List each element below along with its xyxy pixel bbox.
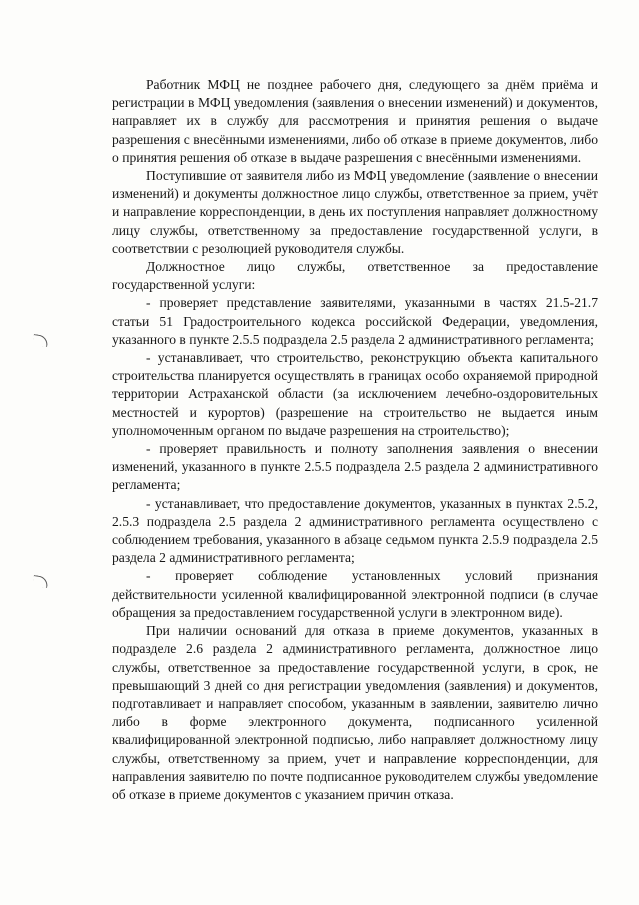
paragraph-refusal-grounds: При наличии оснований для отказа в приеме документов, указанных в подразделе 2.6 раздела 2 административного регламента, должностное лицо службы, ответственное за предоставление государственной услуги, в срок, не превышающий 3 дней со дня регистрации уведомления (заявления) и документов, подготавливает и направляет способом, указанным в заявлении, заявителю лично либо в форме электронного документа, подписанного усиленной квалифицированной электронной подписью, либо направляет должностному лицу службы, ответственному за прием, учет и направление корреспонденции, для направления заявителю по почте подписанное руководителем службы уведомление об отказе в приеме документов с указанием причин отказа.: [112, 623, 598, 802]
list-item-signature-validity: - проверяет соблюдение установленных условий признания действительности усиленной квалифицированной электронной подписи (в случае обращения за предоставлением государственной услуги в электронном виде).: [112, 568, 598, 620]
list-item-checks-notice: - проверяет представление заявителями, указанными в частях 21.5-21.7 статьи 51 Градостроительного кодекса российской Федерации, уведомления, указанного в пункте 2.5.5 подраздела 2.5 раздела 2 административного регламента;: [112, 295, 598, 347]
binding-hole-mark: [32, 575, 48, 588]
paragraph-mfc-employee: Работник МФЦ не позднее рабочего дня, следующего за днём приёма и регистрации в МФЦ уведомления (заявления о внесении изменений) и документов, направляет их в службу для рассмотрения и принятия решения о выдаче разрешения с внесёнными изменениями, либо об отказе в приеме документов, либо о принятия решения об отказе в выдаче разрешения с внесёнными изменениями.: [112, 77, 598, 165]
list-item-checks-completeness: - проверяет правильность и полноту заполнения заявления о внесении изменений, указанного в пункте 2.5.5 подраздела 2.5 раздела 2 административного регламента;: [112, 441, 598, 493]
list-item-protected-territory: - устанавливает, что строительство, реконструкцию объекта капитального строительства планируется осуществлять в границах особо охраняемой природной территории Астраханской области (за исключением лечебно-оздоровительных местностей и курортов) (разрешение на строительство не выдается иным уполномоченным органом по выдаче разрешения на строительство);: [112, 350, 598, 438]
binding-hole-mark: [32, 334, 48, 347]
paragraph-official-duties: Должностное лицо службы, ответственное за предоставление государственной услуги:: [112, 259, 598, 293]
paragraph-incoming-notice: Поступившие от заявителя либо из МФЦ уведомление (заявление о внесении изменений) и документы должностное лицо службы, ответственное за прием, учёт и направление корреспонденции, в день их поступления направляет должностному лицу службы, ответственному за предоставление государственной услуги, в соответствии с резолюцией руководителя службы.: [112, 168, 598, 256]
list-item-documents-compliance: - устанавливает, что предоставление документов, указанных в пунктах 2.5.2, 2.5.3 подраздела 2.5 раздела 2 административного регламента осуществлено с соблюдением требования, указанного в абзаце седьмом пункта 2.5.9 подраздела 2.5 раздела 2 административного регламента;: [112, 495, 598, 566]
document-body: [112, 76, 598, 804]
